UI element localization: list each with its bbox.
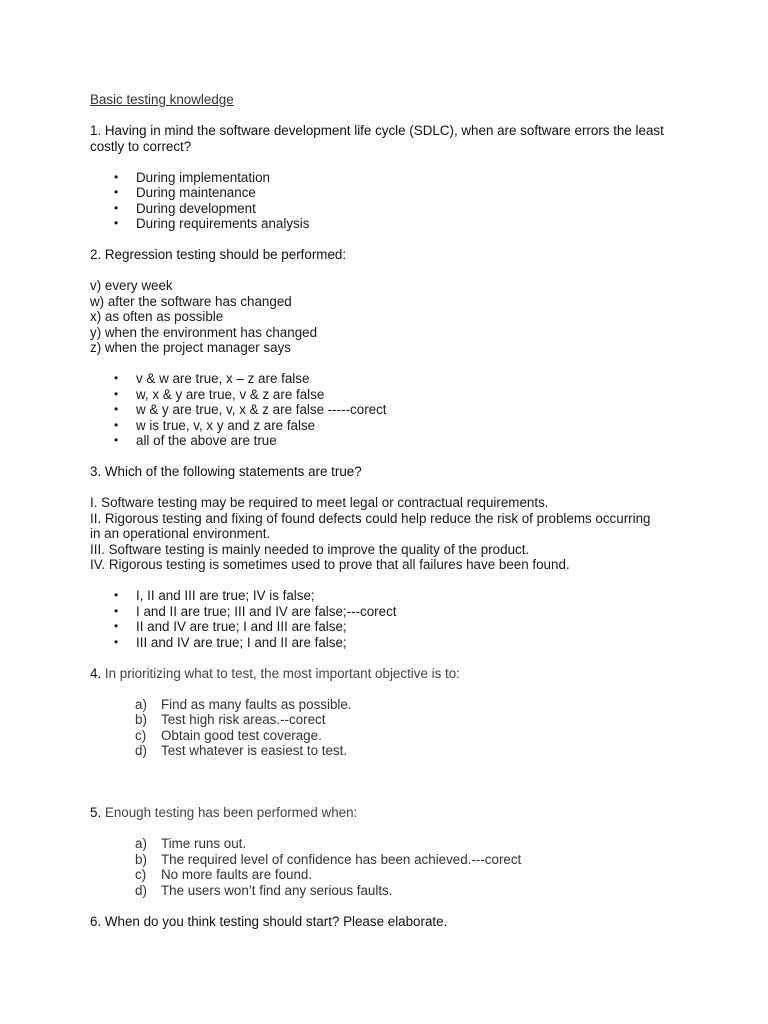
q1-option: • During requirements analysis	[114, 216, 310, 231]
bullet-icon: •	[114, 588, 119, 602]
q2-statement: y) when the environment has changed	[90, 324, 318, 340]
question-5-text: Enough testing has been performed when:	[101, 805, 358, 820]
question-1-line-1: 1. Having in mind the software development life cycle (SDLC), when are software errors the least	[90, 123, 664, 138]
question-4-number: 4.	[90, 665, 102, 681]
q5-option: b) The required level of confidence has been achieved.---corect	[135, 851, 522, 867]
q2-statement: v) every week	[90, 278, 173, 293]
q3-statement: III. Software testing is mainly needed to improve the quality of the product.	[90, 541, 530, 557]
q4-option: c) Obtain good test coverage.	[135, 727, 322, 743]
q3-option: • I and II are true; III and IV are false;---corect	[114, 603, 397, 619]
q2-statement: x) as often as possible	[90, 309, 224, 324]
question-4	[90, 666, 690, 682]
question-2: 2. Regression testing should be performed:	[90, 247, 347, 262]
question-1-line-2: costly to correct?	[90, 138, 192, 154]
q2-option: • all of the above are true	[114, 433, 277, 448]
bullet-icon: •	[114, 216, 119, 230]
bullet-icon: •	[114, 417, 119, 432]
q2-option: • w is true, v, x y and z are false	[114, 417, 316, 433]
q4-option: d) Test whatever is easiest to test.	[135, 743, 348, 758]
q2-statement: w) after the software has changed	[90, 293, 292, 309]
q3-option: • II and IV are true; I and III are false;	[114, 619, 347, 634]
bullet-icon: •	[114, 433, 119, 447]
bullet-icon: •	[114, 386, 119, 401]
q2-option: • w, x & y are true, v & z are false	[114, 386, 325, 402]
question-5-number: 5.	[90, 805, 102, 820]
q3-option: • I, II and III are true; IV is false;	[114, 588, 315, 603]
bullet-icon: •	[114, 169, 119, 184]
q2-statement: z) when the project manager says	[90, 340, 291, 355]
bullet-icon: •	[114, 185, 119, 199]
question-4-text: In prioritizing what to test, the most important objective is to:	[101, 665, 460, 681]
q5-option: c) No more faults are found.	[135, 867, 313, 882]
q3-statement: in an operational environment.	[90, 526, 271, 541]
q1-option: • During maintenance	[114, 185, 256, 200]
q1-option: • During implementation	[114, 169, 270, 185]
question-6: 6. When do you think testing should start? Please elaborate.	[90, 913, 448, 929]
q3-statement: IV. Rigorous testing is sometimes used to prove that all failures have been found.	[90, 557, 570, 572]
q4-option: b) Test high risk areas.--corect	[135, 712, 326, 727]
q1-option: • During development	[114, 200, 256, 216]
question-5	[90, 805, 690, 821]
bullet-icon: •	[114, 634, 119, 649]
q5-option: a) Time runs out.	[135, 836, 247, 851]
q2-option: • v & w are true, x – z are false	[114, 371, 310, 386]
q3-option: • III and IV are true; I and II are false;	[114, 634, 347, 650]
bullet-icon: •	[114, 371, 119, 385]
q3-statement: II. Rigorous testing and fixing of found defects could help reduce the risk of problems occurring	[90, 510, 651, 526]
bullet-icon: •	[114, 619, 119, 633]
question-3: 3. Which of the following statements are true?	[90, 464, 362, 479]
q3-statement: I. Software testing may be required to meet legal or contractual requirements.	[90, 495, 549, 510]
bullet-icon: •	[114, 603, 119, 618]
q5-option: d) The users won’t find any serious faults.	[135, 882, 393, 898]
document-body	[90, 92, 690, 929]
bullet-icon: •	[114, 402, 119, 416]
q2-option: • w & y are true, v, x & z are false -----corect	[114, 402, 387, 417]
document-title: Basic testing knowledge	[90, 92, 234, 107]
bullet-icon: •	[114, 200, 119, 215]
q4-option: a) Find as many faults as possible.	[135, 696, 352, 712]
